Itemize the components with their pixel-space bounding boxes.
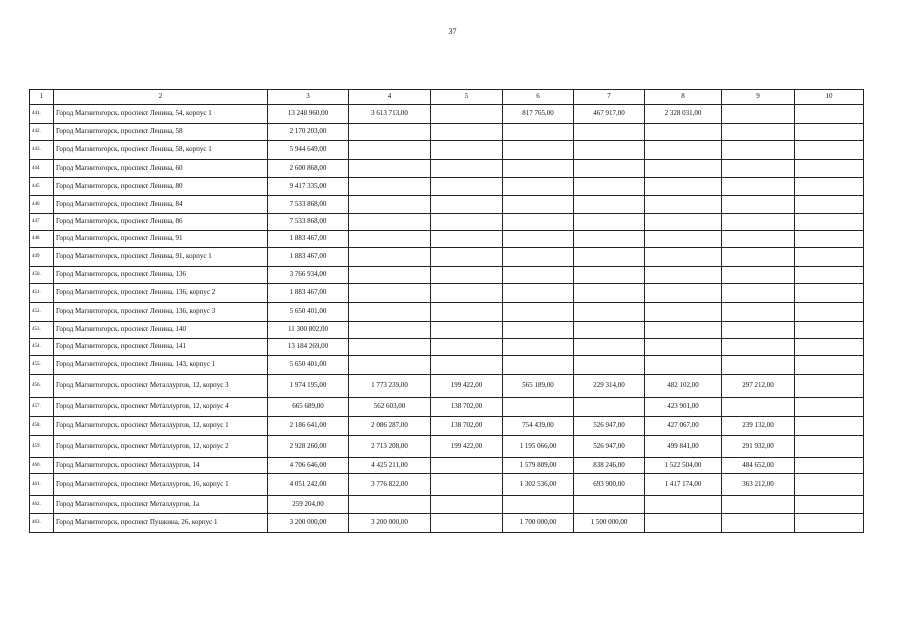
column-header-4: 4 — [349, 90, 431, 105]
value-cell-col4: 2 086 287,00 — [349, 417, 431, 436]
table-row — [30, 248, 864, 267]
value-cell-col6: 1 700 000,00 — [503, 514, 574, 533]
value-cell-col4: 1 773 239,00 — [349, 375, 431, 398]
value-cell-col4 — [349, 322, 431, 339]
row-number-cell: 447 — [30, 214, 54, 231]
value-cell-col4 — [349, 284, 431, 303]
value-cell-col3: 2 600 868,00 — [268, 160, 349, 178]
row-number-cell: 459. — [30, 436, 54, 458]
value-cell-col4: 4 425 211,00 — [349, 458, 431, 474]
address-cell: Город Магнитогорск, проспект Металлургов, 12, корпус 3 — [54, 375, 268, 398]
row-number-cell: 460. — [30, 458, 54, 474]
address-cell: Город Магнитогорск, проспект Ленина, 80 — [54, 178, 268, 196]
value-cell-col5 — [431, 474, 503, 496]
value-cell-col5 — [431, 496, 503, 514]
column-header-2: 2 — [54, 90, 268, 105]
value-cell-col5 — [431, 196, 503, 214]
value-cell-col6 — [503, 267, 574, 284]
value-cell-col7 — [574, 248, 645, 267]
value-cell-col4 — [349, 248, 431, 267]
column-header-5: 5 — [431, 90, 503, 105]
value-cell-col3: 13 248 960,00 — [268, 105, 349, 124]
value-cell-col6 — [503, 231, 574, 248]
value-cell-col6 — [503, 160, 574, 178]
value-cell-col10 — [795, 417, 864, 436]
value-cell-col9: 484 652,00 — [722, 458, 795, 474]
column-header-10: 10 — [795, 90, 864, 105]
value-cell-col3: 7 533 868,00 — [268, 214, 349, 231]
value-cell-col8: 1 522 504,00 — [645, 458, 722, 474]
value-cell-col9 — [722, 231, 795, 248]
value-cell-col9 — [722, 322, 795, 339]
value-cell-col6 — [503, 214, 574, 231]
address-cell: Город Магнитогорск, проспект Ленина, 58 — [54, 124, 268, 141]
value-cell-col7 — [574, 141, 645, 160]
value-cell-col7 — [574, 214, 645, 231]
address-cell: Город Магнитогорск, проспект Ленина, 60 — [54, 160, 268, 178]
value-cell-col4 — [349, 124, 431, 141]
value-cell-col3: 3 200 000,00 — [268, 514, 349, 533]
table-row — [30, 105, 864, 124]
address-cell: Город Магнитогорск, проспект Металлургов, 1а — [54, 496, 268, 514]
value-cell-col8 — [645, 248, 722, 267]
value-cell-col8: 482 102,00 — [645, 375, 722, 398]
value-cell-col8 — [645, 514, 722, 533]
value-cell-col7 — [574, 284, 645, 303]
address-cell: Город Магнитогорск, проспект Металлургов, 12, корпус 2 — [54, 436, 268, 458]
value-cell-col9 — [722, 105, 795, 124]
value-cell-col9 — [722, 124, 795, 141]
value-cell-col9 — [722, 398, 795, 417]
value-cell-col7 — [574, 178, 645, 196]
table-row — [30, 284, 864, 303]
address-cell: Город Магнитогорск, проспект Металлургов, 14 — [54, 458, 268, 474]
table-row — [30, 458, 864, 474]
value-cell-col4: 2 713 208,00 — [349, 436, 431, 458]
value-cell-col7 — [574, 303, 645, 322]
value-cell-col7 — [574, 231, 645, 248]
row-number-cell: 445 — [30, 178, 54, 196]
address-cell: Город Магнитогорск, проспект Ленина, 84 — [54, 196, 268, 214]
value-cell-col7 — [574, 267, 645, 284]
row-number-cell: 443. — [30, 141, 54, 160]
value-cell-col4 — [349, 178, 431, 196]
value-cell-col4 — [349, 196, 431, 214]
value-cell-col6: 754 439,00 — [503, 417, 574, 436]
value-cell-col7: 229 314,00 — [574, 375, 645, 398]
row-number-cell: 462. — [30, 496, 54, 514]
column-header-7: 7 — [574, 90, 645, 105]
value-cell-col4 — [349, 356, 431, 375]
value-cell-col10 — [795, 267, 864, 284]
value-cell-col3: 2 170 203,00 — [268, 124, 349, 141]
value-cell-col10 — [795, 356, 864, 375]
value-cell-col8 — [645, 141, 722, 160]
table-row — [30, 417, 864, 436]
value-cell-col6: 565 189,00 — [503, 375, 574, 398]
value-cell-col5 — [431, 267, 503, 284]
address-cell: Город Магнитогорск, проспект Ленина, 54, корпус 1 — [54, 105, 268, 124]
value-cell-col5 — [431, 322, 503, 339]
address-cell: Город Магнитогорск, проспект Ленина, 141 — [54, 339, 268, 356]
value-cell-col6: 1 579 809,00 — [503, 458, 574, 474]
table-row — [30, 178, 864, 196]
row-number-cell: 453. — [30, 322, 54, 339]
value-cell-col10 — [795, 196, 864, 214]
value-cell-col7 — [574, 339, 645, 356]
value-cell-col7 — [574, 496, 645, 514]
value-cell-col9 — [722, 214, 795, 231]
page-number: 37 — [448, 27, 457, 36]
value-cell-col9 — [722, 339, 795, 356]
value-cell-col6 — [503, 496, 574, 514]
value-cell-col6 — [503, 303, 574, 322]
column-header-1: 1 — [30, 90, 54, 105]
value-cell-col9 — [722, 303, 795, 322]
table-row — [30, 303, 864, 322]
value-cell-col5 — [431, 303, 503, 322]
value-cell-col3: 4 706 646,00 — [268, 458, 349, 474]
value-cell-col7: 467 917,00 — [574, 105, 645, 124]
value-cell-col10 — [795, 458, 864, 474]
table-row — [30, 436, 864, 458]
value-cell-col10 — [795, 375, 864, 398]
table-row — [30, 474, 864, 496]
table-row — [30, 322, 864, 339]
value-cell-col8: 1 417 174,00 — [645, 474, 722, 496]
value-cell-col3: 665 689,00 — [268, 398, 349, 417]
value-cell-col4: 3 613 713,00 — [349, 105, 431, 124]
address-cell: Город Магнитогорск, проспект Ленина, 136, корпус 3 — [54, 303, 268, 322]
value-cell-col10 — [795, 496, 864, 514]
table-row — [30, 141, 864, 160]
address-cell: Город Магнитогорск, проспект Ленина, 91 — [54, 231, 268, 248]
table-row — [30, 514, 864, 533]
value-cell-col9: 297 212,00 — [722, 375, 795, 398]
row-number-cell: 451. — [30, 284, 54, 303]
value-cell-col7: 838 246,00 — [574, 458, 645, 474]
row-number-cell: 457. — [30, 398, 54, 417]
value-cell-col3: 13 184 269,00 — [268, 339, 349, 356]
value-cell-col6 — [503, 178, 574, 196]
value-cell-col8: 2 328 031,00 — [645, 105, 722, 124]
value-cell-col3: 1 883 467,00 — [268, 284, 349, 303]
value-cell-col4 — [349, 214, 431, 231]
value-cell-col10 — [795, 474, 864, 496]
value-cell-col6 — [503, 322, 574, 339]
row-number-cell: 448 — [30, 231, 54, 248]
address-cell: Город Магнитогорск, проспект Металлургов, 16, корпус 1 — [54, 474, 268, 496]
value-cell-col3: 7 533 868,00 — [268, 196, 349, 214]
value-cell-col10 — [795, 284, 864, 303]
value-cell-col8: 423 901,00 — [645, 398, 722, 417]
value-cell-col4: 3 200 000,00 — [349, 514, 431, 533]
value-cell-col8 — [645, 214, 722, 231]
address-cell: Город Магнитогорск, проспект Ленина, 136 — [54, 267, 268, 284]
value-cell-col6 — [503, 248, 574, 267]
column-header-9: 9 — [722, 90, 795, 105]
value-cell-col3: 5 650 401,00 — [268, 303, 349, 322]
row-number-cell: 446 — [30, 196, 54, 214]
value-cell-col5 — [431, 214, 503, 231]
address-cell: Город Магнитогорск, проспект Пушкина, 26, корпус 1 — [54, 514, 268, 533]
value-cell-col7 — [574, 322, 645, 339]
value-cell-col5 — [431, 141, 503, 160]
value-cell-col9: 239 132,00 — [722, 417, 795, 436]
value-cell-col8: 427 067,00 — [645, 417, 722, 436]
value-cell-col3: 11 300 802,00 — [268, 322, 349, 339]
value-cell-col5 — [431, 339, 503, 356]
value-cell-col5: 138 702,00 — [431, 398, 503, 417]
value-cell-col6 — [503, 284, 574, 303]
value-cell-col4 — [349, 267, 431, 284]
value-cell-col3: 2 928 260,00 — [268, 436, 349, 458]
value-cell-col7 — [574, 398, 645, 417]
value-cell-col9: 363 212,00 — [722, 474, 795, 496]
value-cell-col3: 3 766 934,00 — [268, 267, 349, 284]
value-cell-col8 — [645, 339, 722, 356]
value-cell-col9: 291 932,00 — [722, 436, 795, 458]
address-cell: Город Магнитогорск, проспект Металлургов, 12, корпус 4 — [54, 398, 268, 417]
row-number-cell: 463. — [30, 514, 54, 533]
value-cell-col9 — [722, 196, 795, 214]
value-cell-col7 — [574, 160, 645, 178]
value-cell-col8 — [645, 356, 722, 375]
value-cell-col8: 499 841,00 — [645, 436, 722, 458]
value-cell-col10 — [795, 141, 864, 160]
table-row — [30, 267, 864, 284]
value-cell-col8 — [645, 196, 722, 214]
value-cell-col10 — [795, 231, 864, 248]
column-header-6: 6 — [503, 90, 574, 105]
value-cell-col6: 1 195 066,00 — [503, 436, 574, 458]
value-cell-col7: 693 900,00 — [574, 474, 645, 496]
value-cell-col3: 1 883 467,00 — [268, 248, 349, 267]
value-cell-col6 — [503, 398, 574, 417]
value-cell-col5 — [431, 248, 503, 267]
value-cell-col10 — [795, 160, 864, 178]
value-cell-col6 — [503, 141, 574, 160]
value-cell-col4 — [349, 339, 431, 356]
value-cell-col7: 526 947,00 — [574, 417, 645, 436]
value-cell-col8 — [645, 178, 722, 196]
value-cell-col5 — [431, 458, 503, 474]
value-cell-col3: 4 051 242,00 — [268, 474, 349, 496]
value-cell-col9 — [722, 267, 795, 284]
table-row — [30, 375, 864, 398]
value-cell-col7: 526 947,00 — [574, 436, 645, 458]
value-cell-col5 — [431, 160, 503, 178]
value-cell-col8 — [645, 303, 722, 322]
value-cell-col8 — [645, 496, 722, 514]
row-number-cell: 452. — [30, 303, 54, 322]
value-cell-col9 — [722, 160, 795, 178]
value-cell-col3: 1 883 467,00 — [268, 231, 349, 248]
value-cell-col10 — [795, 105, 864, 124]
row-number-cell: 458. — [30, 417, 54, 436]
value-cell-col6 — [503, 196, 574, 214]
table-row — [30, 160, 864, 178]
value-cell-col3: 1 974 195,00 — [268, 375, 349, 398]
value-cell-col4 — [349, 496, 431, 514]
value-cell-col3: 9 417 335,00 — [268, 178, 349, 196]
table-row — [30, 339, 864, 356]
value-cell-col9 — [722, 178, 795, 196]
row-number-cell: 461. — [30, 474, 54, 496]
table-row — [30, 214, 864, 231]
address-cell: Город Магнитогорск, проспект Ленина, 86 — [54, 214, 268, 231]
value-cell-col7 — [574, 356, 645, 375]
value-cell-col5 — [431, 514, 503, 533]
value-cell-col6 — [503, 124, 574, 141]
address-cell: Город Магнитогорск, проспект Ленина, 91, корпус 1 — [54, 248, 268, 267]
value-cell-col4: 562 603,00 — [349, 398, 431, 417]
row-number-cell: 441. — [30, 105, 54, 124]
table-row — [30, 398, 864, 417]
table-row — [30, 356, 864, 375]
value-cell-col5 — [431, 124, 503, 141]
value-cell-col5 — [431, 178, 503, 196]
value-cell-col4 — [349, 231, 431, 248]
value-cell-col4 — [349, 160, 431, 178]
value-cell-col7 — [574, 124, 645, 141]
address-cell: Город Магнитогорск, проспект Металлургов, 12, корпус 1 — [54, 417, 268, 436]
value-cell-col9 — [722, 141, 795, 160]
value-cell-col8 — [645, 267, 722, 284]
value-cell-col9 — [722, 248, 795, 267]
value-cell-col10 — [795, 339, 864, 356]
value-cell-col9 — [722, 514, 795, 533]
value-cell-col5: 199 422,00 — [431, 436, 503, 458]
value-cell-col9 — [722, 284, 795, 303]
row-number-cell: 449 — [30, 248, 54, 267]
value-cell-col3: 2 186 641,00 — [268, 417, 349, 436]
column-header-8: 8 — [645, 90, 722, 105]
value-cell-col5 — [431, 284, 503, 303]
address-cell: Город Магнитогорск, проспект Ленина, 136, корпус 2 — [54, 284, 268, 303]
value-cell-col5 — [431, 231, 503, 248]
register-table — [29, 89, 864, 533]
value-cell-col10 — [795, 124, 864, 141]
value-cell-col6: 817 765,00 — [503, 105, 574, 124]
value-cell-col4 — [349, 141, 431, 160]
value-cell-col10 — [795, 178, 864, 196]
value-cell-col10 — [795, 322, 864, 339]
row-number-cell: 455. — [30, 356, 54, 375]
row-number-cell: 454. — [30, 339, 54, 356]
value-cell-col10 — [795, 436, 864, 458]
value-cell-col3: 5 944 649,00 — [268, 141, 349, 160]
value-cell-col10 — [795, 514, 864, 533]
value-cell-col6 — [503, 356, 574, 375]
value-cell-col4: 3 776 822,00 — [349, 474, 431, 496]
row-number-cell: 450. — [30, 267, 54, 284]
value-cell-col8 — [645, 284, 722, 303]
value-cell-col8 — [645, 124, 722, 141]
value-cell-col9 — [722, 496, 795, 514]
value-cell-col7: 1 500 000,00 — [574, 514, 645, 533]
value-cell-col10 — [795, 398, 864, 417]
value-cell-col8 — [645, 231, 722, 248]
value-cell-col7 — [574, 196, 645, 214]
value-cell-col5: 199 422,00 — [431, 375, 503, 398]
value-cell-col10 — [795, 214, 864, 231]
header-row — [30, 90, 864, 105]
value-cell-col6: 1 302 536,00 — [503, 474, 574, 496]
value-cell-col5 — [431, 356, 503, 375]
value-cell-col8 — [645, 160, 722, 178]
address-cell: Город Магнитогорск, проспект Ленина, 140 — [54, 322, 268, 339]
address-cell: Город Магнитогорск, проспект Ленина, 143, корпус 1 — [54, 356, 268, 375]
value-cell-col5: 138 702,00 — [431, 417, 503, 436]
table-row — [30, 124, 864, 141]
row-number-cell: 456. — [30, 375, 54, 398]
value-cell-col6 — [503, 339, 574, 356]
value-cell-col10 — [795, 303, 864, 322]
address-cell: Город Магнитогорск, проспект Ленина, 58, корпус 1 — [54, 141, 268, 160]
column-header-3: 3 — [268, 90, 349, 105]
row-number-cell: 444 — [30, 160, 54, 178]
value-cell-col10 — [795, 248, 864, 267]
row-number-cell: 442. — [30, 124, 54, 141]
value-cell-col8 — [645, 322, 722, 339]
value-cell-col3: 5 650 401,00 — [268, 356, 349, 375]
table-row — [30, 496, 864, 514]
table-row — [30, 196, 864, 214]
value-cell-col9 — [722, 356, 795, 375]
value-cell-col3: 259 204,00 — [268, 496, 349, 514]
value-cell-col5 — [431, 105, 503, 124]
value-cell-col4 — [349, 303, 431, 322]
table-row — [30, 231, 864, 248]
